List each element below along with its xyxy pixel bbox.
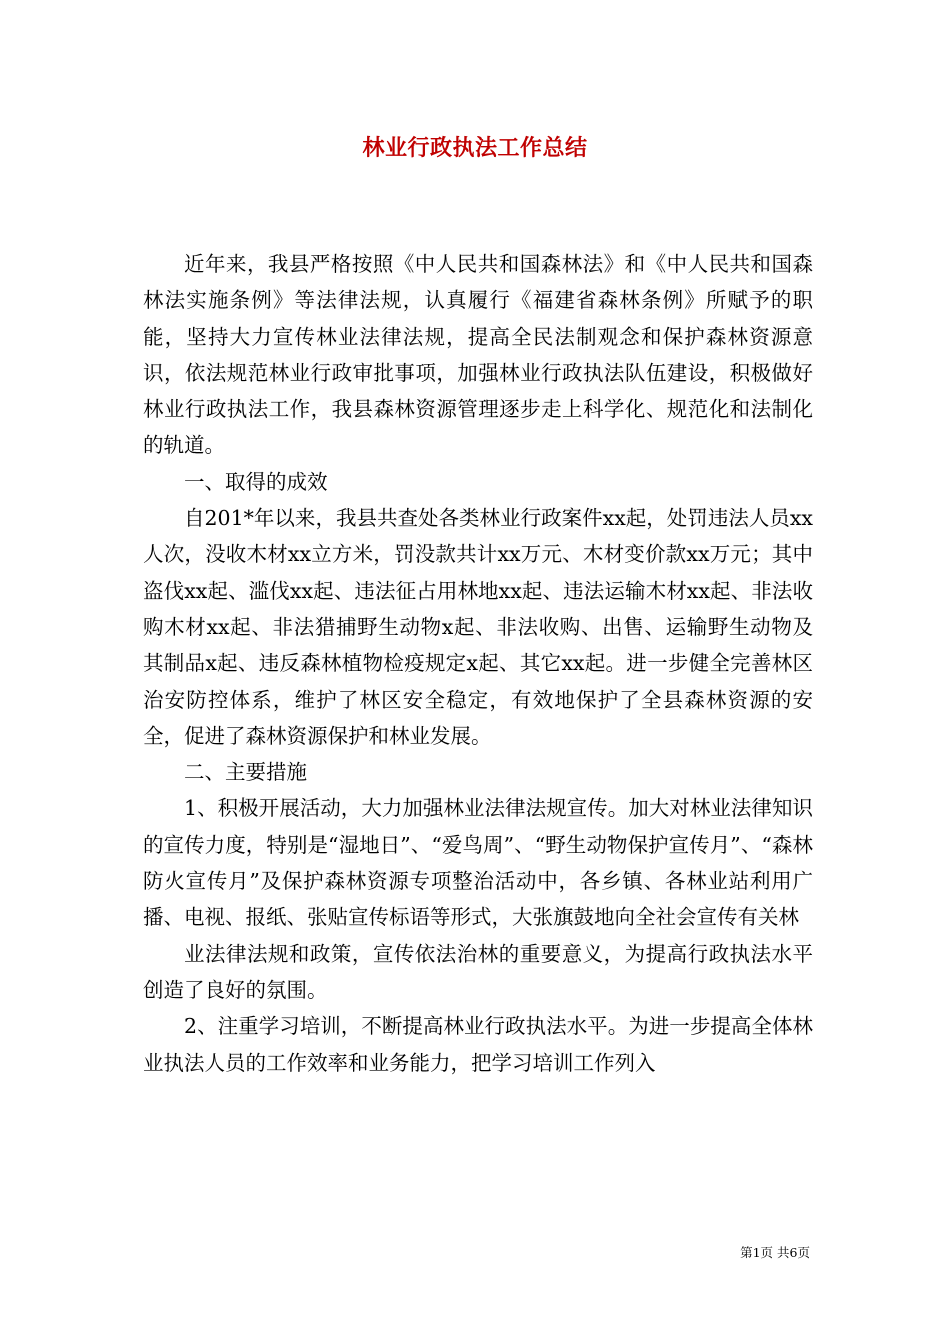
page-number-footer: 第1页 共6页 <box>740 1245 810 1260</box>
paragraph-intro: 近年来，我县严格按照《中人民共和国森林法》和《中人民共和国森林法实施条例》等法律法规，认真履行《福建省森林条例》所赋予的职能，坚持大力宣传林业法律法规，提高全民法制观念和保护森林资源意识，依法规范林业行政审批事项，加强林业行政执法队伍建设，积极做好林业行政执法工作，我县森林资源管理逐步走上科学化、规范化和法制化的轨道。 <box>143 252 813 458</box>
section-heading-achievements: 一、取得的成效 <box>184 469 328 494</box>
section-heading-measures: 二、主要措施 <box>184 760 307 785</box>
paragraph-measure-2: 2、注重学习培训，不断提高林业行政执法水平。为进一步提高全体林业执法人员的工作效率和业务能力，把学习培训工作列入 <box>143 1014 813 1075</box>
paragraph-measure-1: 1、积极开展活动，大力加强林业法律法规宣传。加大对林业法律知识的宣传力度，特别是“湿地日”、“爱鸟周”、“野生动物保护宣传月”、“森林防火宣传月”及保护森林资源专项整治活动中，各乡镇、各林业站利用广播、电视、报纸、张贴宣传标语等形式，大张旗鼓地向全社会宣传有关林 <box>143 796 813 930</box>
paragraph-measure-1-continued: 业法律法规和政策，宣传依法治林的重要意义，为提高行政执法水平创造了良好的氛围。 <box>143 941 813 1002</box>
document-body <box>143 246 813 1081</box>
paragraph-achievements: 自201*年以来，我县共查处各类林业行政案件xx起，处罚违法人员xx人次，没收木材xx立方米，罚没款共计xx万元、木材变价款xx万元；其中盗伐xx起、滥伐xx起、违法征占用林地xx起、违法运输木材xx起、非法收购木材xx起、非法猎捕野生动物x起、非法收购、出售、运输野生动物及其制品x起、违反森林植物检疫规定x起、其它xx起。进一步健全完善林区治安防控体系，维护了林区安全稳定，有效地保护了全县森林资源的安全，促进了森林资源保护和林业发展。 <box>143 506 813 748</box>
page-title: 林业行政执法工作总结 <box>362 135 588 161</box>
